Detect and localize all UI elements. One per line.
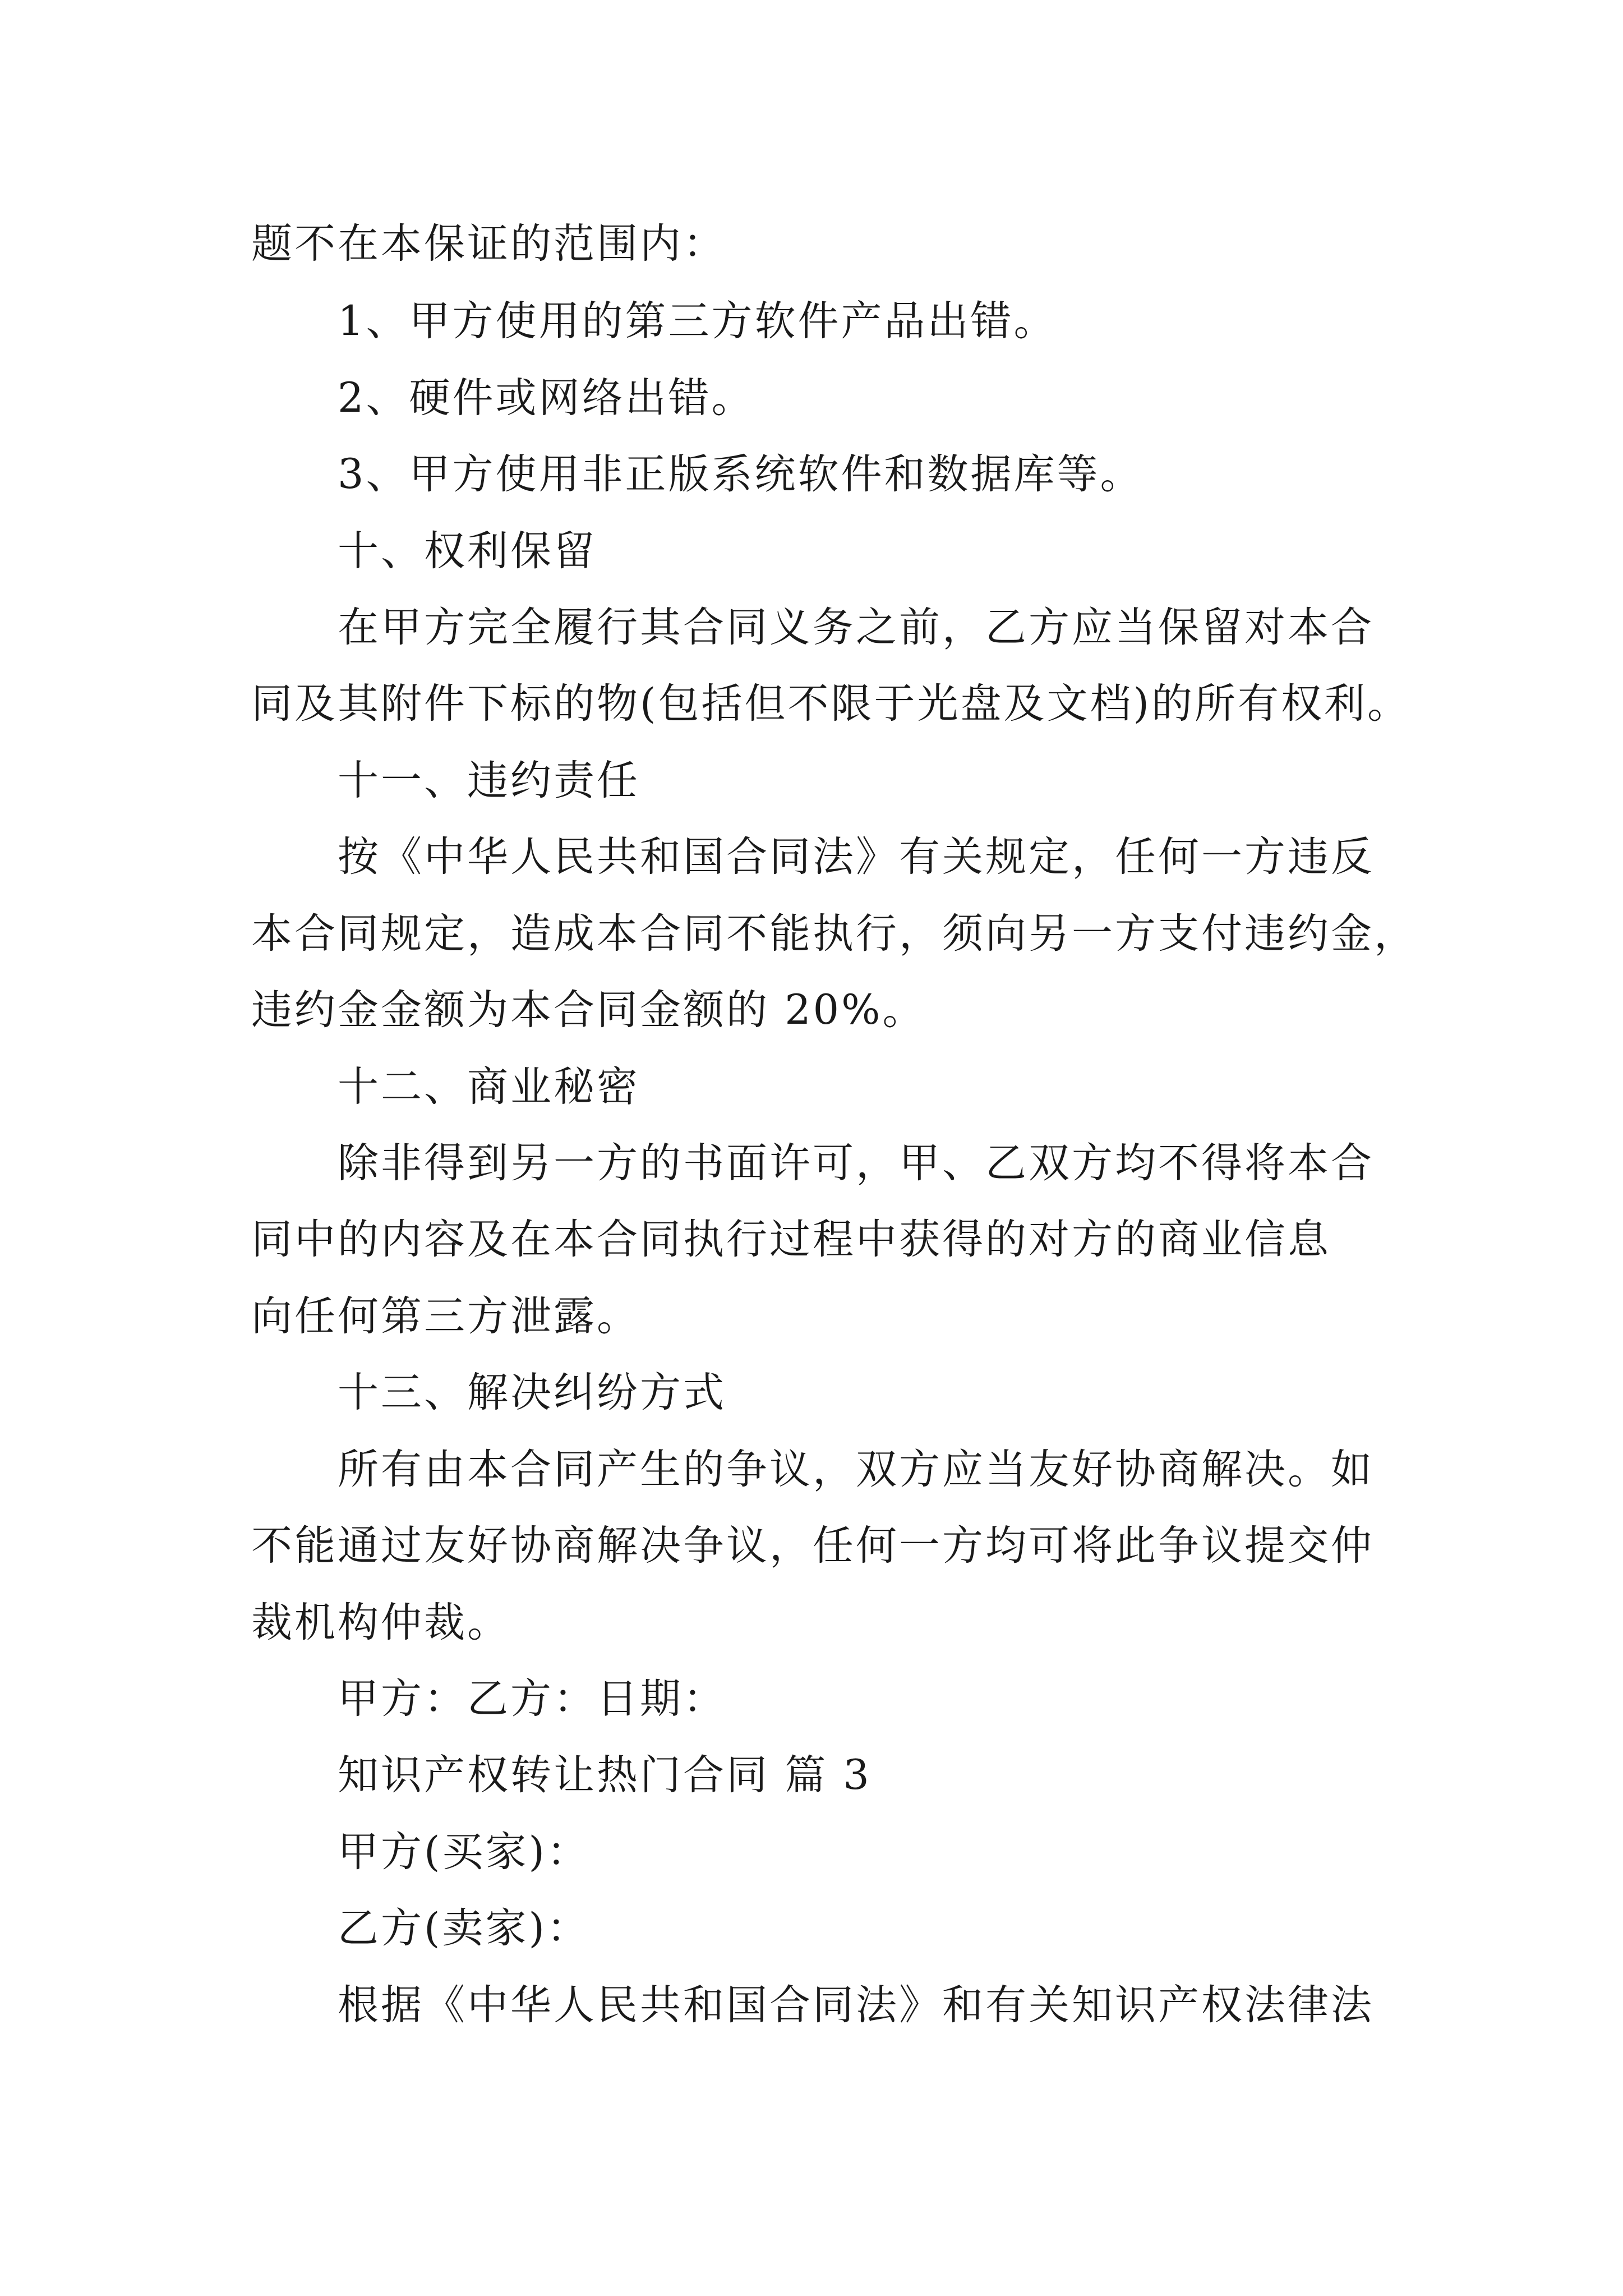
section-heading: 十一、违约责任 [338, 757, 640, 804]
paragraph-line: 同及其附件下标的物(包括但不限于光盘及文档)的所有权利。 [251, 680, 1410, 728]
paragraph-line: 3、甲方使用非正版系统软件和数据库等。 [338, 450, 1144, 498]
paragraph-line: 本合同规定，造成本合同不能执行，须向另一方支付违约金， [251, 910, 1417, 958]
contract-title: 知识产权转让热门合同 篇 3 [338, 1751, 872, 1799]
party-b-line: 乙方(卖家)： [338, 1904, 590, 1952]
paragraph-line: 违约金金额为本合同金额的 20%。 [251, 986, 926, 1034]
signature-line: 甲方：乙方：日期： [338, 1675, 726, 1723]
paragraph-line: 除非得到另一方的书面许可，甲、乙双方均不得将本合 [338, 1139, 1374, 1187]
paragraph-line: 向任何第三方泄露。 [251, 1292, 640, 1340]
paragraph-line: 所有由本合同产生的争议，双方应当友好协商解决。如 [338, 1446, 1374, 1493]
party-a-line: 甲方(买家)： [338, 1828, 590, 1876]
section-heading: 十二、商业秘密 [338, 1063, 640, 1111]
section-heading: 十三、解决纠纷方式 [338, 1369, 726, 1416]
paragraph-line: 按《中华人民共和国合同法》有关规定，任何一方违反 [338, 833, 1374, 881]
paragraph-line: 同中的内容及在本合同执行过程中获得的对方的商业信息 [251, 1216, 1331, 1263]
paragraph-line: 裁机构仲裁。 [251, 1599, 510, 1646]
paragraph-line: 2、硬件或网络出错。 [338, 374, 755, 422]
paragraph-line: 题不在本保证的范围内： [251, 220, 726, 268]
section-heading: 十、权利保留 [338, 527, 597, 575]
paragraph-line: 不能通过友好协商解决争议，任何一方均可将此争议提交仲 [251, 1522, 1374, 1570]
paragraph-line: 在甲方完全履行其合同义务之前，乙方应当保留对本合 [338, 604, 1374, 651]
paragraph-line: 根据《中华人民共和国合同法》和有关知识产权法律法 [338, 1981, 1374, 2029]
paragraph-line: 1、甲方使用的第三方软件产品出错。 [338, 297, 1057, 345]
